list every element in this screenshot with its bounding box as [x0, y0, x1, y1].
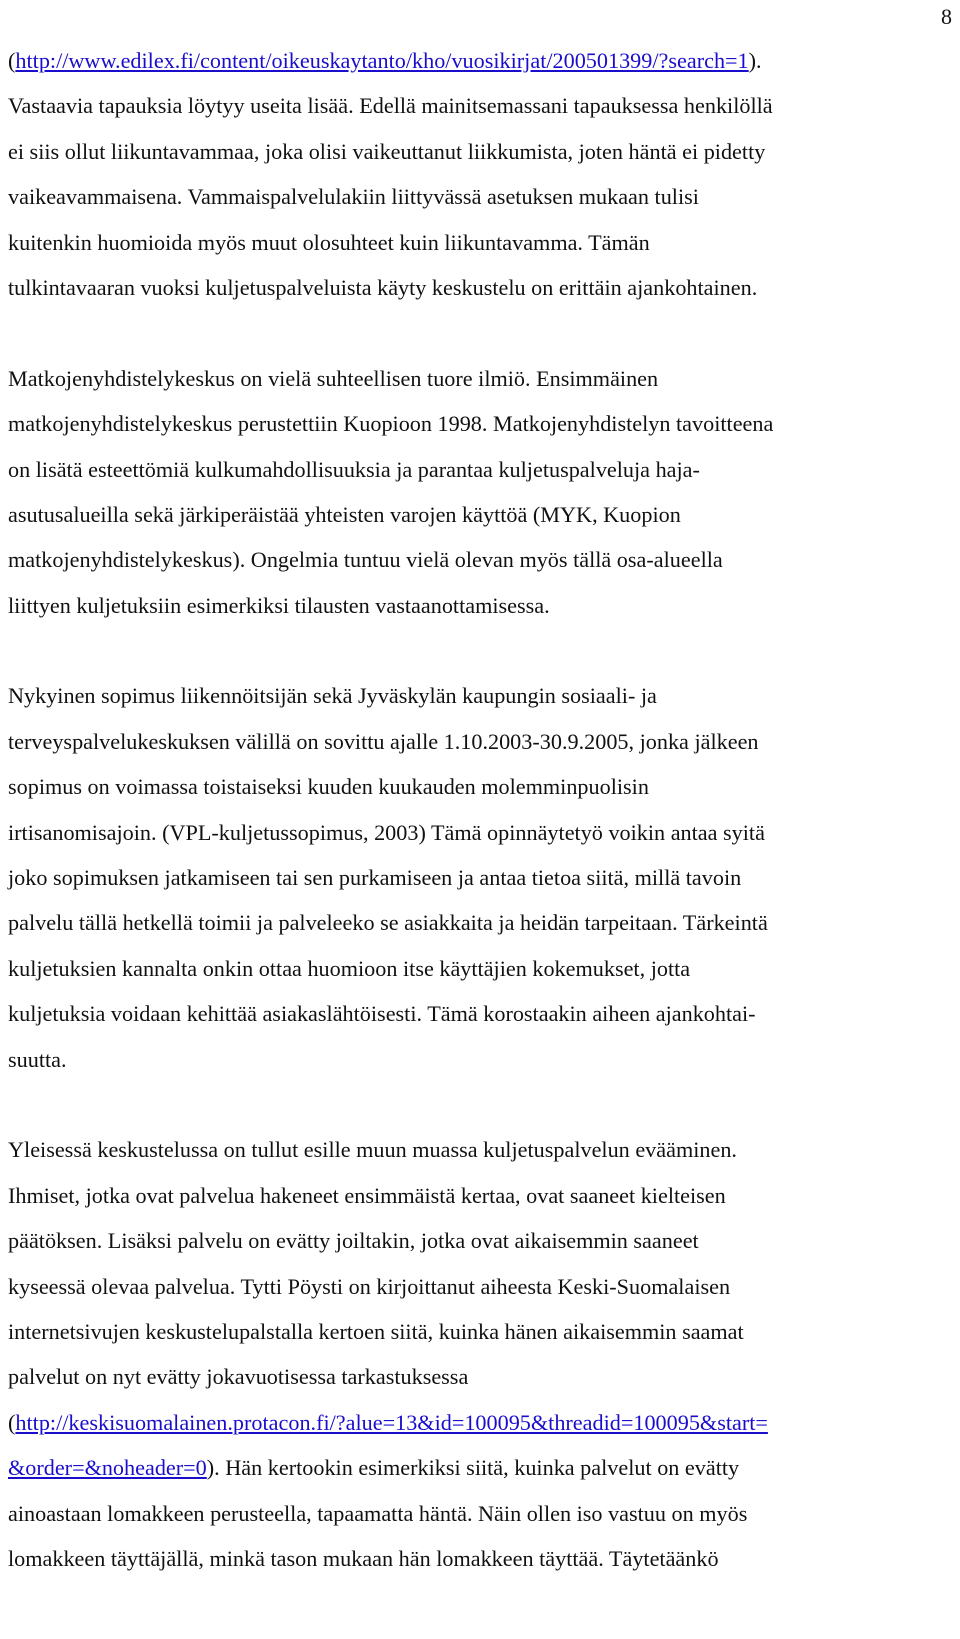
- text-line: kyseessä olevaa palvelua. Tytti Pöysti on kirjoittanut aiheesta Keski-Suomalaisen: [8, 1273, 731, 1299]
- paren-open: (: [8, 1409, 16, 1435]
- text-after-link: ). Hän kertookin esimerkiksi siitä, kuinka palvelut on evätty: [206, 1455, 740, 1481]
- paragraph-3: [8, 673, 948, 1082]
- text-line: ei siis ollut liikuntavammaa, joka olisi vaikeuttanut liikkumista, joten häntä ei pidetty: [8, 138, 766, 164]
- text-line: tulkintavaaran vuoksi kuljetuspalveluista käyty keskustelu on erittäin ajankohtainen.: [8, 274, 758, 300]
- text-line: matkojenyhdistelykeskus perustettiin Kuopioon 1998. Matkojenyhdistelyn tavoitteena: [8, 411, 774, 437]
- text-line: päätöksen. Lisäksi palvelu on evätty joiltakin, jotka ovat aikaisemmin saaneet: [8, 1228, 699, 1254]
- text-line: liittyen kuljetuksiin esimerkiksi tilausten vastaanottamisessa.: [8, 592, 550, 618]
- text-line: vaikeavammaisena. Vammaispalvelulakiin liittyvässä asetuksen mukaan tulisi: [8, 184, 699, 210]
- keskisuomalainen-link-continued[interactable]: &order=&noheader=0: [8, 1455, 207, 1481]
- text-line: suutta.: [8, 1046, 67, 1072]
- text-line: [8, 38, 948, 83]
- text-line: [8, 1400, 948, 1445]
- text-line: palvelu tällä hetkellä toimii ja palveleeko se asiakkaita ja heidän tarpeitaan. Tärkeintä: [8, 910, 768, 936]
- text-line: joko sopimuksen jatkamiseen tai sen purkamiseen ja antaa tietoa siitä, millä tavoin: [8, 865, 742, 891]
- text-line: ainoastaan lomakkeen perusteella, tapaamatta häntä. Näin ollen iso vastuu on myös: [8, 1500, 748, 1526]
- text-line: asutusalueilla sekä järkiperäistää yhteisten varojen käyttöä (MYK, Kuopion: [8, 501, 681, 527]
- text-line: on lisätä esteettömiä kulkumahdollisuuksia ja parantaa kuljetuspalveluja haja-: [8, 456, 700, 482]
- text-line: matkojenyhdistelykeskus). Ongelmia tuntuu vielä olevan myös tällä osa-alueella: [8, 547, 723, 573]
- text-line: Nykyinen sopimus liikennöitsijän sekä Jyväskylän kaupungin sosiaali- ja: [8, 683, 657, 709]
- text-line: Yleisessä keskustelussa on tullut esille muun muassa kuljetuspalvelun evääminen.: [8, 1137, 737, 1163]
- paragraph-gap: [8, 310, 948, 355]
- keskisuomalainen-link[interactable]: http://keskisuomalainen.protacon.fi/?alue=13&id=100095&threadid=100095&start=: [15, 1409, 768, 1435]
- paren-open: (: [8, 48, 16, 73]
- paragraph-4: [8, 1127, 948, 1581]
- paragraph-gap: [8, 1082, 948, 1127]
- text-line: Vastaavia tapauksia löytyy useita lisää. Edellä mainitsemassani tapauksessa henkilöllä: [8, 93, 773, 119]
- text-line: palvelut on nyt evätty jokavuotisessa tarkastuksessa: [8, 1364, 469, 1390]
- text-line: kuitenkin huomioida myös muut olosuhteet kuin liikuntavamma. Tämän: [8, 229, 650, 255]
- document-body: [8, 38, 948, 1581]
- text-line: kuljetuksia voidaan kehittää asiakaslähtöisesti. Tämä korostaakin aiheen ajankohtai-: [8, 1001, 756, 1027]
- text-line: Ihmiset, jotka ovat palvelua hakeneet ensimmäistä kertaa, ovat saaneet kielteisen: [8, 1182, 726, 1208]
- text-line: Matkojenyhdistelykeskus on vielä suhteellisen tuore ilmiö. Ensimmäinen: [8, 365, 659, 391]
- paragraph-1: [8, 38, 948, 310]
- text-line: lomakkeen täyttäjällä, minkä tason mukaan hän lomakkeen täyttää. Täytetäänkö: [8, 1545, 719, 1571]
- text-line: terveyspalvelukeskuksen välillä on sovittu ajalle 1.10.2003-30.9.2005, jonka jälkeen: [8, 728, 759, 754]
- text-line: sopimus on voimassa toistaiseksi kuuden kuukauden molemminpuolisin: [8, 774, 649, 800]
- text-line: kuljetuksien kannalta onkin ottaa huomioon itse käyttäjien kokemukset, jotta: [8, 955, 691, 981]
- paren-close: ).: [748, 48, 762, 73]
- edilex-link[interactable]: http://www.edilex.fi/content/oikeuskaytanto/kho/vuosikirjat/200501399/?search=1: [15, 48, 749, 73]
- text-line: [8, 1445, 948, 1490]
- paragraph-2: [8, 356, 948, 628]
- page-number: 8: [941, 4, 952, 29]
- text-line: irtisanomisajoin. (VPL-kuljetussopimus, 2003) Tämä opinnäytetyö voikin antaa syitä: [8, 819, 765, 845]
- text-line: internetsivujen keskustelupalstalla kertoen siitä, kuinka hänen aikaisemmin saamat: [8, 1318, 744, 1344]
- paragraph-gap: [8, 628, 948, 673]
